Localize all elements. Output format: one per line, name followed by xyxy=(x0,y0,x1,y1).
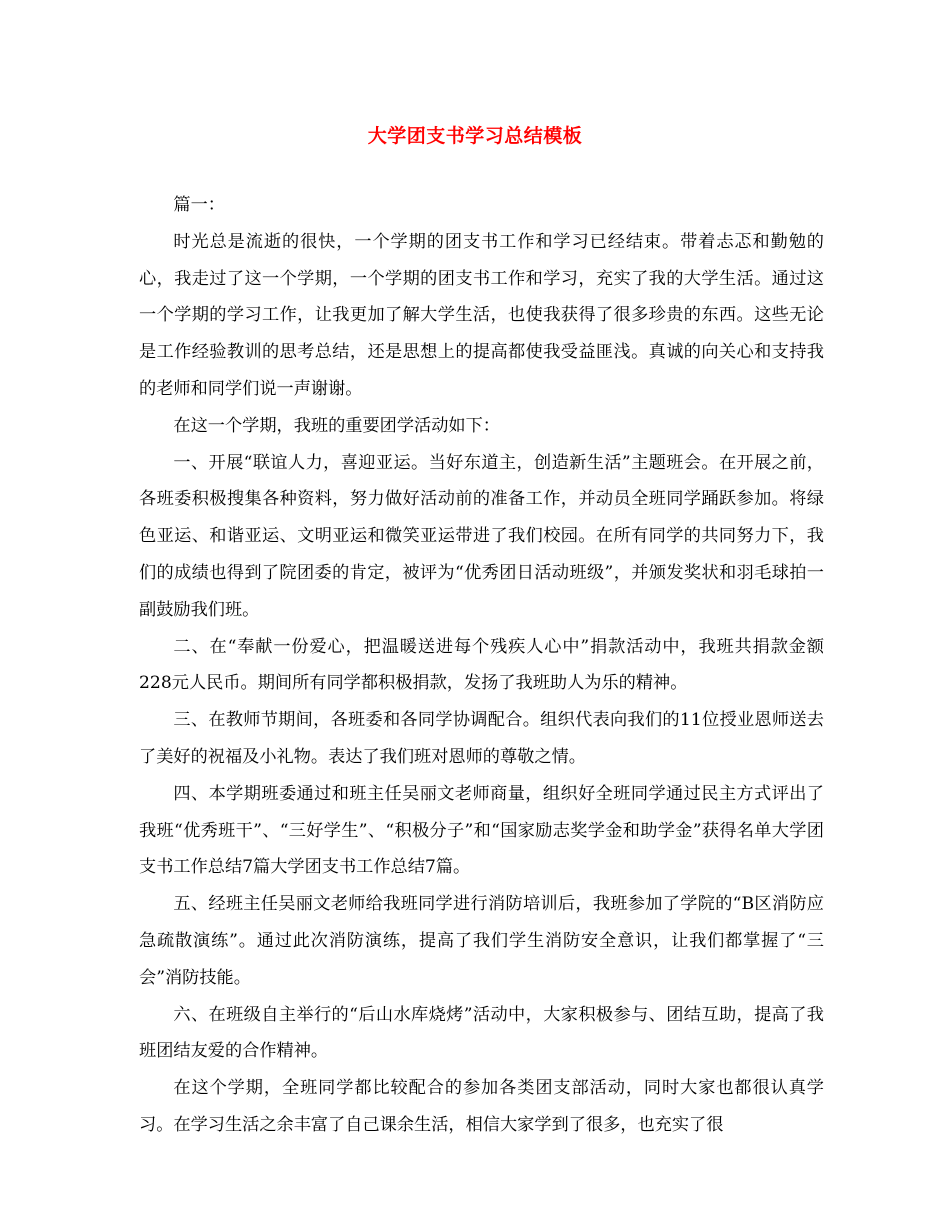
paragraph: 五、经班主任吴丽文老师给我班同学进行消防培训后，我班参加了学院的“B区消防应急疏散演练”。通过此次消防演练，提高了我们学生消防安全意识，让我们都掌握了“三会”消防技能。 xyxy=(139,894,824,988)
paragraph: 四、本学期班委通过和班主任吴丽文老师商量，组织好全班同学通过民主方式评出了我班“优秀班干”、“三好学生”、“积极分子”和“国家励志奖学金和助学金”获得名单大学团支书工作总结7篇大学团支书工作总结7篇。 xyxy=(139,783,824,878)
paragraph: 在这一个学期，我班的重要团学活动如下： xyxy=(173,415,500,436)
paragraph: 二、在“奉献一份爱心，把温暖送进每个残疾人心中”捐款活动中，我班共捐款金额228元人民币。期间所有同学都积极捐款，发扬了我班助人为乐的精神。 xyxy=(139,636,824,694)
paragraph: 三、在教师节期间，各班委和各同学协调配合。组织代表向我们的11位授业恩师送去了美好的祝福及小礼物。表达了我们班对恩师的尊敬之情。 xyxy=(139,710,824,767)
paragraph: 一、开展“联谊人力，喜迎亚运。当好东道主，创造新生活”主题班会。在开展之前，各班委积极搜集各种资料，努力做好活动前的准备工作，并动员全班同学踊跃参加。将绿色亚运、和谐亚运、文明亚运和微笑亚运带进了我们校园。在所有同学的共同努力下，我们的成绩也得到了院团委的肯定，被评为“优秀团日活动班级”，并颁发奖状和羽毛球拍一副鼓励我们班。 xyxy=(139,452,824,620)
paragraph: 六、在班级自主举行的“后山水库烧烤”活动中，大家积极参与、团结互助，提高了我班团结友爱的合作精神。 xyxy=(139,1004,824,1062)
document-body xyxy=(139,187,824,1144)
paragraph: 在这个学期，全班同学都比较配合的参加各类团支部活动，同时大家也都很认真学习。在学习生活之余丰富了自己课余生活，相信大家学到了很多，也充实了很 xyxy=(139,1078,824,1135)
document-title: 大学团支书学习总结模板 xyxy=(367,125,583,147)
paragraph: 篇一： xyxy=(173,195,225,215)
paragraph: 时光总是流逝的很快，一个学期的团支书工作和学习已经结束。带着忐忑和勤勉的心，我走过了这一个学期，一个学期的团支书工作和学习，充实了我的大学生活。通过这一个学期的学习工作，让我更加了解大学生活，也使我获得了很多珍贵的东西。这些无论是工作经验教训的思考总结，还是思想上的提高都使我受益匪浅。真诚的向关心和支持我的老师和同学们说一声谢谢。 xyxy=(139,231,824,399)
